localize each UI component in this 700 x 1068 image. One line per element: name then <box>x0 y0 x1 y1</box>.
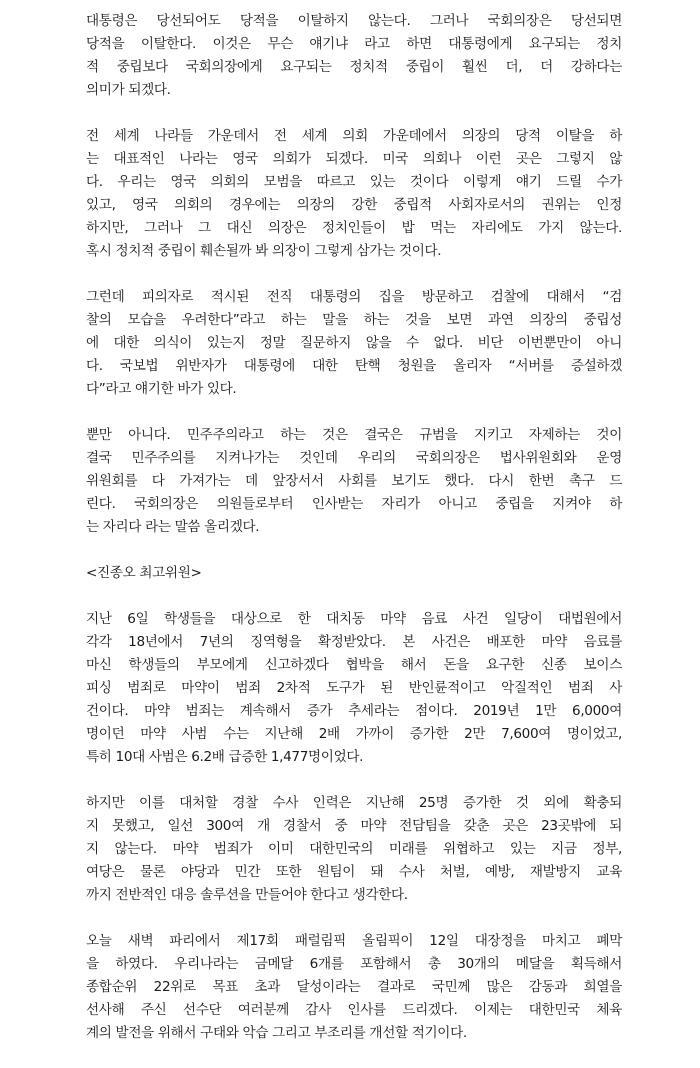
text-line: 지 못했고, 일선 300여 개 경찰서 중 마약 전담팀을 갖춘 곳은 23곳밖에 되 <box>86 818 622 834</box>
text-line: 혹시 정치적 중립이 훼손될까 봐 의장이 그렇게 삼가는 것이다. <box>86 243 442 259</box>
text-line: 각각 18년에서 7년의 징역형을 확정받았다. 본 사건은 배포한 마약 음료를 <box>86 634 622 650</box>
paragraph-5 <box>86 608 622 769</box>
text-line: 있고, 영국 의회의 경우에는 의장의 강한 중립적 사회자로서의 권위는 인정 <box>86 197 622 213</box>
text-line: 오늘 새벽 파리에서 제17회 패럴림픽 올림픽이 12일 대장정을 마치고 폐막 <box>86 933 622 949</box>
text-line: 린다. 국회의장은 의원들로부터 인사받는 자리가 아니고 중립을 지켜야 하 <box>86 496 622 512</box>
text-line: 찰의 모습을 우려한다”라고 하는 말을 하는 것을 보면 과연 의장의 중립성 <box>86 312 622 328</box>
document-body <box>86 10 622 1068</box>
text-line: 는 대표적인 나라는 영국 의회가 되겠다. 미국 의회나 이런 곳은 그렇지 않 <box>86 151 622 167</box>
text-line: 대통령은 당선되어도 당적을 이탈하지 않는다. 그러나 국회의장은 당선되면 <box>86 13 622 29</box>
text-line: 다. 국보법 위반자가 대통령에 대한 탄핵 청원을 올리자 “서버를 증설하겠 <box>86 358 622 374</box>
text-line: 에 대한 의식이 있는지 정말 질문하지 않을 수 없다. 비단 이번뿐만이 아니 <box>86 335 622 351</box>
paragraph-2 <box>86 125 622 263</box>
text-line: 특히 10대 사범은 6.2배 급증한 1,477명이었다. <box>86 749 364 765</box>
text-line: 의미가 되겠다. <box>86 82 171 98</box>
text-line: 당적을 이탈한다. 이것은 무슨 얘기냐 라고 하면 대통령에게 요구되는 정치 <box>86 36 622 52</box>
text-line: 피싱 범죄로 마약이 범죄 2차적 도구가 된 반인륜적이고 악질적인 범죄 사 <box>86 680 622 696</box>
text-line: 건이다. 마약 범죄는 계속해서 증가 추세라는 점이다. 2019년 1만 6,000여 <box>86 703 622 719</box>
text-line: 적 중립보다 국회의장에게 요구되는 정치적 중립이 훨씬 더, 더 강하다는 <box>86 59 622 75</box>
text-line: 종합순위 22위로 목표 초과 달성이라는 결과로 국민께 많은 감동과 희열을 <box>86 979 622 995</box>
paragraph-7 <box>86 930 622 1045</box>
text-line: 선사해 주신 선수단 여러분께 감사 인사를 드리겠다. 이제는 대한민국 체육 <box>86 1002 622 1018</box>
paragraph-4 <box>86 424 622 539</box>
text-line: 명이던 마약 사범 수는 지난해 2배 가까이 증가한 2만 7,600여 명이었고, <box>86 726 622 742</box>
text-line: 결국 민주주의를 지켜나가는 것인데 우리의 국회의장은 법사위원회와 운영 <box>86 450 622 466</box>
text-line: 전 세계 나라들 가운데서 전 세계 의회 가운데에서 의장의 당적 이탈을 하 <box>86 128 622 144</box>
text-line: 하지만, 그러나 그 대신 의장은 정치인들이 밥 먹는 자리에도 가지 않는다. <box>86 220 622 236</box>
text-line: 하지만 이를 대처할 경찰 수사 인력은 지난해 25명 증가한 것 외에 확충되 <box>86 795 622 811</box>
text-line: 계의 발전을 위해서 구태와 악습 그리고 부조리를 개선할 적기이다. <box>86 1025 467 1041</box>
paragraph-6 <box>86 792 622 907</box>
speaker-heading-block <box>86 562 622 585</box>
text-line: 그런데 피의자로 적시된 전직 대통령의 집을 방문하고 검찰에 대해서 “검 <box>86 289 622 305</box>
speaker-heading: <진종오 최고위원> <box>86 565 202 581</box>
text-line: 는 자리다 라는 말씀 올리겠다. <box>86 519 260 535</box>
text-line: 지 않는다. 마약 범죄가 이미 대한민국의 미래를 위협하고 있는 지금 정부, <box>86 841 622 857</box>
text-line: 을 하였다. 우리나라는 금메달 6개를 포함해서 총 30개의 메달을 획득해서 <box>86 956 622 972</box>
text-line: 위원회를 다 가져가는 데 앞장서서 사회를 보기도 했다. 다시 한번 촉구 드 <box>86 473 622 489</box>
text-line: 여당은 물론 야당과 민간 또한 원팀이 돼 수사 처벌, 예방, 재발방지 교육 <box>86 864 622 880</box>
text-line: 까지 전반적인 대응 솔루션을 만들어야 한다고 생각한다. <box>86 887 408 903</box>
text-line: 지난 6일 학생들을 대상으로 한 대치동 마약 음료 사건 일당이 대법원에서 <box>86 611 622 627</box>
paragraph-1 <box>86 10 622 102</box>
text-line: 다. 우리는 영국 의회의 모범을 따르고 있는 것이다 이렇게 얘기 드릴 수가 <box>86 174 622 190</box>
text-line: 마신 학생들의 부모에게 신고하겠다 협박을 해서 돈을 요구한 신종 보이스 <box>86 657 622 673</box>
text-line: 다”라고 얘기한 바가 있다. <box>86 381 237 397</box>
paragraph-3 <box>86 286 622 401</box>
text-line: 뿐만 아니다. 민주주의라고 하는 것은 결국은 규범을 지키고 자제하는 것이 <box>86 427 622 443</box>
